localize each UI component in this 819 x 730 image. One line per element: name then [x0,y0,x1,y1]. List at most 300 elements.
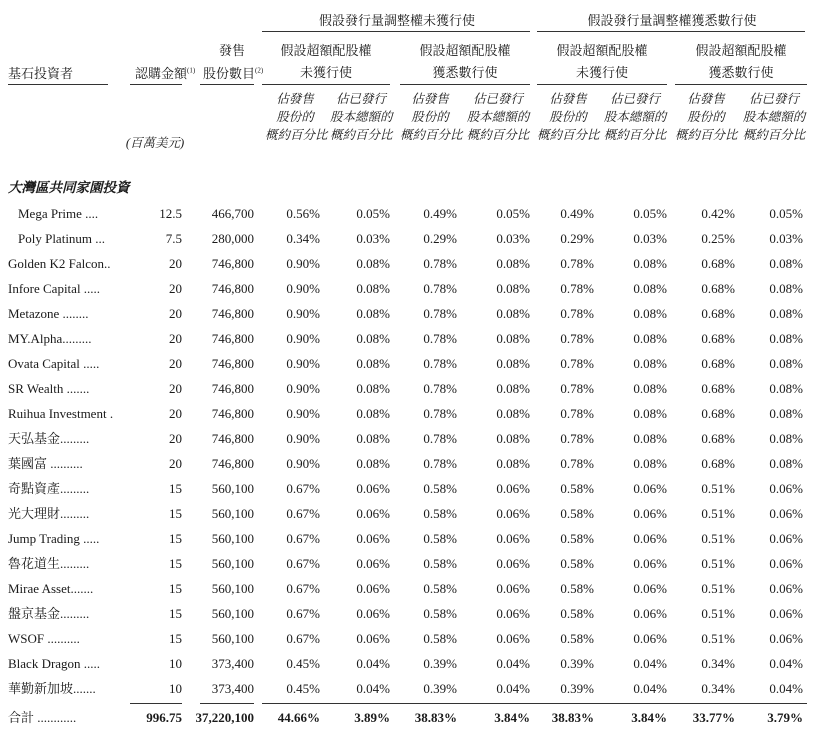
investor-name: Infore Capital ..... [8,281,101,296]
table-row [0,601,819,626]
pct-value-4: 0.49% [560,206,594,221]
pct-value-4: 0.39% [560,656,594,671]
table-row [0,426,819,451]
pct-offer-b1 [537,90,599,144]
sub-a1-line1: 假設超額配股權 [280,43,372,58]
pct-value-1: 0.06% [356,556,390,571]
table-row [0,551,819,576]
pct-value-1: 0.08% [356,331,390,346]
investor-name: Black Dragon ..... [8,656,101,671]
pct-value-7: 0.06% [769,556,803,571]
subscription-amount: 20 [169,331,182,346]
pct-issued-b2 [741,90,807,144]
pct-value-5: 0.08% [633,281,667,296]
col-amount-note: (1) [187,66,196,75]
subscription-amount: 10 [169,656,182,671]
table-row [0,451,819,476]
currency-note: (百萬美元) [125,136,185,150]
pct-value-5: 0.08% [633,331,667,346]
pct-value-0: 0.90% [286,456,320,471]
offer-shares: 560,100 [211,481,254,496]
pct-value-7: 0.08% [769,381,803,396]
pct-value-2: 0.49% [423,206,457,221]
offer-shares: 746,800 [211,356,254,371]
pct-offer-b2-l2: 股份的 [687,110,725,124]
pct-value-2: 0.78% [423,381,457,396]
pct-value-7: 0.08% [769,356,803,371]
sub-a2-heading [400,40,530,84]
pct-value-6: 0.68% [701,256,735,271]
subscription-amount: 20 [169,431,182,446]
investor-name: 奇點資產......... [8,481,90,496]
pct-value-7: 0.08% [769,406,803,421]
pct-value-3: 0.04% [496,681,530,696]
pct-value-1: 0.05% [356,206,390,221]
total-rule-amount [130,703,182,704]
col-investor-label: 基石投資者 [8,66,74,81]
pct-value-3: 0.06% [496,531,530,546]
pct-value-6: 0.42% [701,206,735,221]
pct-value-4: 0.58% [560,606,594,621]
pct-value-6: 0.34% [701,681,735,696]
pct-value-3: 0.08% [496,456,530,471]
subscription-amount: 15 [169,606,182,621]
pct-value-1: 0.08% [356,431,390,446]
pct-value-6: 0.51% [701,556,735,571]
pct-issued-b2-l1: 佔已發行 [748,92,799,106]
pct-value-3: 0.04% [496,656,530,671]
pct-value-4: 0.39% [560,681,594,696]
pct-value-1: 0.06% [356,531,390,546]
rule-scenario-b [537,31,805,32]
pct-value-0: 0.90% [286,281,320,296]
investor-name: Ruihua Investment . [8,406,114,421]
pct-value-2: 0.29% [423,231,457,246]
pct-value-1: 0.06% [356,506,390,521]
pct-offer-a2 [400,90,463,144]
total-rule-values [262,703,807,704]
pct-value-6: 0.68% [701,406,735,421]
total-shares: 37,220,100 [195,710,254,725]
rule-sub-a2 [400,84,530,85]
subscription-amount: 10 [169,681,182,696]
pct-value-2: 0.78% [423,281,457,296]
subscription-amount: 20 [169,381,182,396]
offer-shares: 280,000 [211,231,254,246]
col-shares-text: 股份數目 [203,66,256,81]
pct-value-4: 0.58% [560,556,594,571]
table-row [0,226,819,251]
pct-offer-b1-l2: 股份的 [549,110,587,124]
pct-offer-a2-l2: 股份的 [411,110,449,124]
pct-value-6: 0.51% [701,606,735,621]
pct-offer-b1-l3: 概約百分比 [537,128,600,142]
pct-value-7: 0.03% [769,231,803,246]
pct-value-7: 0.08% [769,431,803,446]
pct-issued-b2-l3: 概約百分比 [742,128,806,142]
subscription-amount: 15 [169,556,182,571]
pct-value-3: 0.08% [496,381,530,396]
pct-value-7: 0.08% [769,331,803,346]
pct-value-7: 0.05% [769,206,803,221]
pct-value-7: 0.08% [769,456,803,471]
pct-value-5: 0.06% [633,481,667,496]
pct-value-4: 0.78% [560,306,594,321]
pct-value-2: 0.58% [423,556,457,571]
pct-value-6: 0.25% [701,231,735,246]
subscription-amount: 15 [169,631,182,646]
offer-shares: 746,800 [211,306,254,321]
pct-issued-a1-l3: 概約百分比 [330,128,393,142]
rule-investor [8,84,108,85]
pct-value-5: 0.06% [633,631,667,646]
pct-value-1: 0.08% [356,281,390,296]
pct-value-0: 0.45% [286,681,320,696]
pct-value-4: 0.78% [560,381,594,396]
pct-value-2: 0.58% [423,506,457,521]
offer-shares: 560,100 [211,556,254,571]
pct-value-0: 0.45% [286,656,320,671]
pct-offer-b2 [675,90,737,144]
pct-value-4: 0.58% [560,631,594,646]
pct-value-6: 0.51% [701,581,735,596]
pct-value-2: 0.78% [423,356,457,371]
investor-name: 天弘基金......... [8,431,90,446]
pct-value-5: 0.06% [633,606,667,621]
pct-value-2: 0.39% [423,656,457,671]
pct-value-7: 0.04% [769,681,803,696]
table-row [0,526,819,551]
pct-value-1: 0.06% [356,581,390,596]
pct-value-6: 0.51% [701,506,735,521]
pct-value-0: 0.67% [286,481,320,496]
pct-value-2: 0.78% [423,306,457,321]
group-title: 大灣區共同家園投資 [8,180,130,195]
pct-issued-a2-l3: 概約百分比 [466,128,530,142]
pct-value-7: 0.06% [769,606,803,621]
sub-a1-line2: 未獲行使 [299,65,352,80]
table-row [0,276,819,301]
sub-b1-heading [537,40,667,84]
pct-issued-b1-l2: 股本總額的 [603,110,667,124]
pct-value-0: 0.90% [286,331,320,346]
offer-shares: 560,100 [211,581,254,596]
table-row [0,501,819,526]
pct-value-5: 0.03% [633,231,667,246]
pct-value-3: 0.08% [496,356,530,371]
subscription-amount: 15 [169,531,182,546]
pct-value-1: 0.03% [356,231,390,246]
total-v0: 44.66% [277,710,320,725]
pct-value-7: 0.04% [769,656,803,671]
offer-shares: 746,800 [211,406,254,421]
investor-name: Mirae Asset....... [8,581,94,596]
total-v7: 3.79% [767,710,803,725]
table-row [0,626,819,651]
pct-value-2: 0.78% [423,456,457,471]
rule-sub-b1 [537,84,667,85]
pct-value-0: 0.90% [286,406,320,421]
pct-value-5: 0.06% [633,581,667,596]
subscription-amount: 20 [169,256,182,271]
table-row [0,301,819,326]
investor-name: 葉國富 .......... [8,456,83,471]
pct-value-2: 0.78% [423,431,457,446]
pct-value-0: 0.90% [286,356,320,371]
table-row [0,676,819,701]
offer-shares: 560,100 [211,606,254,621]
investor-name: 華勤新加坡....... [8,681,96,696]
table-row [0,251,819,276]
pct-value-6: 0.68% [701,331,735,346]
pct-value-7: 0.06% [769,581,803,596]
investor-name: MY.Alpha......... [8,331,92,346]
table-row [0,476,819,501]
investor-name: Poly Platinum ... [18,231,106,246]
sub-b2-heading [675,40,807,84]
offer-shares: 746,800 [211,331,254,346]
total-v6: 33.77% [692,710,735,725]
pct-issued-a2-l2: 股本總額的 [466,110,530,124]
sub-b1-line2: 未獲行使 [575,65,628,80]
offer-shares: 560,100 [211,531,254,546]
rule-scenario-a [262,31,530,32]
offer-shares: 746,800 [211,431,254,446]
pct-value-1: 0.06% [356,481,390,496]
table-row [0,201,819,226]
pct-value-3: 0.06% [496,606,530,621]
pct-issued-b1-l1: 佔已發行 [609,92,660,106]
pct-value-2: 0.58% [423,581,457,596]
pct-value-6: 0.68% [701,281,735,296]
total-v3: 3.84% [494,710,530,725]
pct-value-6: 0.68% [701,356,735,371]
pct-offer-b2-l3: 概約百分比 [675,128,738,142]
pct-value-5: 0.08% [633,306,667,321]
pct-value-4: 0.78% [560,406,594,421]
pct-value-1: 0.08% [356,406,390,421]
pct-value-4: 0.58% [560,506,594,521]
offer-shares: 746,800 [211,381,254,396]
pct-value-4: 0.78% [560,356,594,371]
pct-value-4: 0.78% [560,331,594,346]
investor-name: SR Wealth ....... [8,381,90,396]
pct-value-1: 0.08% [356,306,390,321]
pct-value-5: 0.06% [633,506,667,521]
subscription-amount: 15 [169,506,182,521]
pct-value-6: 0.51% [701,481,735,496]
pct-value-3: 0.06% [496,506,530,521]
pct-value-4: 0.78% [560,281,594,296]
investor-name: Mega Prime .... [18,206,99,221]
pct-value-4: 0.78% [560,256,594,271]
pct-value-3: 0.08% [496,331,530,346]
subscription-amount: 12.5 [159,206,182,221]
sub-a2-line1: 假設超額配股權 [419,43,511,58]
total-v1: 3.89% [354,710,390,725]
rule-amount [130,84,182,85]
offer-shares: 466,700 [211,206,254,221]
pct-value-0: 0.56% [286,206,320,221]
pct-value-2: 0.78% [423,331,457,346]
pct-value-4: 0.29% [560,231,594,246]
pct-value-0: 0.90% [286,256,320,271]
investor-name: 魯花道生......... [8,556,90,571]
subscription-amount: 15 [169,481,182,496]
offer-shares: 560,100 [211,506,254,521]
pct-offer-b2-l1: 佔發售 [687,92,725,106]
pct-value-5: 0.06% [633,556,667,571]
offer-shares: 560,100 [211,631,254,646]
pct-issued-a2-l1: 佔已發行 [472,92,523,106]
pct-offer-a2-l3: 概約百分比 [400,128,463,142]
investor-name: Golden K2 Falcon.. [8,256,111,271]
pct-value-5: 0.08% [633,381,667,396]
pct-value-0: 0.67% [286,556,320,571]
table-row [0,651,819,676]
pct-value-7: 0.06% [769,531,803,546]
col-amount-text: 認購金額 [135,66,188,81]
pct-value-4: 0.78% [560,431,594,446]
total-rule-shares [200,703,254,704]
pct-value-0: 0.67% [286,506,320,521]
pct-value-2: 0.39% [423,681,457,696]
sub-a1-heading [262,40,390,84]
subscription-amount: 20 [169,281,182,296]
pct-value-3: 0.08% [496,431,530,446]
pct-value-5: 0.05% [633,206,667,221]
pct-value-2: 0.78% [423,406,457,421]
pct-value-4: 0.58% [560,531,594,546]
pct-value-0: 0.34% [286,231,320,246]
pct-value-0: 0.90% [286,381,320,396]
offer-shares: 373,400 [211,656,254,671]
pct-value-1: 0.08% [356,356,390,371]
pct-value-7: 0.06% [769,481,803,496]
pct-value-6: 0.68% [701,456,735,471]
pct-value-6: 0.68% [701,381,735,396]
pct-value-0: 0.67% [286,606,320,621]
pct-offer-a1 [265,90,328,144]
pct-value-4: 0.58% [560,481,594,496]
pct-value-1: 0.08% [356,256,390,271]
pct-value-5: 0.04% [633,681,667,696]
pct-value-5: 0.06% [633,531,667,546]
investor-name: 盤京基金......... [8,606,90,621]
pct-value-3: 0.08% [496,306,530,321]
subscription-amount: 15 [169,581,182,596]
pct-value-7: 0.06% [769,631,803,646]
col-amount-label [135,63,195,82]
investor-name: Jump Trading ..... [8,531,100,546]
pct-value-5: 0.08% [633,356,667,371]
table-row [0,576,819,601]
pct-value-6: 0.34% [701,656,735,671]
pct-issued-b1-l3: 概約百分比 [603,128,667,142]
pct-value-0: 0.90% [286,306,320,321]
pct-value-6: 0.51% [701,631,735,646]
pct-value-2: 0.58% [423,631,457,646]
pct-value-3: 0.08% [496,281,530,296]
subscription-amount: 20 [169,306,182,321]
pct-value-3: 0.08% [496,256,530,271]
subscription-amount: 20 [169,406,182,421]
pct-offer-b1-l1: 佔發售 [549,92,587,106]
pct-value-2: 0.58% [423,531,457,546]
pct-value-3: 0.05% [496,206,530,221]
investor-name: WSOF .......... [8,631,80,646]
pct-value-7: 0.08% [769,306,803,321]
offer-shares: 373,400 [211,681,254,696]
pct-offer-a1-l2: 股份的 [276,110,314,124]
pct-value-7: 0.08% [769,256,803,271]
pct-value-5: 0.08% [633,456,667,471]
pct-value-0: 0.67% [286,531,320,546]
col-shares-label-1: 發售 [219,43,246,58]
total-v4: 38.83% [551,710,594,725]
pct-value-6: 0.51% [701,531,735,546]
table-row [0,351,819,376]
investor-name: 光大理財......... [8,506,90,521]
pct-value-4: 0.78% [560,456,594,471]
pct-value-1: 0.04% [356,681,390,696]
total-amount: 996.75 [146,710,182,725]
sub-b2-line2: 獲悉數行使 [708,65,774,80]
pct-issued-a1-l2: 股本總額的 [330,110,393,124]
subscription-amount: 20 [169,456,182,471]
pct-value-4: 0.58% [560,581,594,596]
table-row [0,376,819,401]
pct-value-5: 0.08% [633,431,667,446]
offer-shares: 746,800 [211,256,254,271]
pct-value-0: 0.67% [286,631,320,646]
col-shares-label-2 [203,63,263,82]
subscription-amount: 7.5 [165,231,182,246]
col-shares-note: (2) [255,66,264,75]
pct-value-1: 0.06% [356,606,390,621]
sub-a2-line2: 獲悉數行使 [432,65,498,80]
investor-name: Ovata Capital ..... [8,356,100,371]
pct-value-1: 0.06% [356,631,390,646]
pct-value-0: 0.90% [286,431,320,446]
pct-value-2: 0.58% [423,481,457,496]
offer-shares: 746,800 [211,281,254,296]
pct-value-7: 0.08% [769,281,803,296]
offer-shares: 746,800 [211,456,254,471]
pct-issued-b2-l2: 股本總額的 [742,110,806,124]
pct-issued-a2 [466,90,530,144]
pct-value-3: 0.06% [496,556,530,571]
pct-value-3: 0.06% [496,481,530,496]
pct-value-5: 0.08% [633,406,667,421]
pct-value-2: 0.58% [423,606,457,621]
rule-sub-a1 [262,84,390,85]
pct-value-6: 0.68% [701,306,735,321]
pct-offer-a1-l1: 佔發售 [276,92,314,106]
pct-issued-a1-l1: 佔已發行 [335,92,386,106]
total-v2: 38.83% [414,710,457,725]
subscription-amount: 20 [169,356,182,371]
scenario-a-heading: 假設發行量調整權未獲行使 [318,13,475,28]
pct-value-5: 0.08% [633,256,667,271]
table-row [0,401,819,426]
pct-value-7: 0.06% [769,506,803,521]
pct-offer-a2-l1: 佔發售 [411,92,449,106]
pct-value-6: 0.68% [701,431,735,446]
pct-value-5: 0.04% [633,656,667,671]
total-label: 合計 ............ [8,710,77,725]
rule-sub-b2 [675,84,807,85]
